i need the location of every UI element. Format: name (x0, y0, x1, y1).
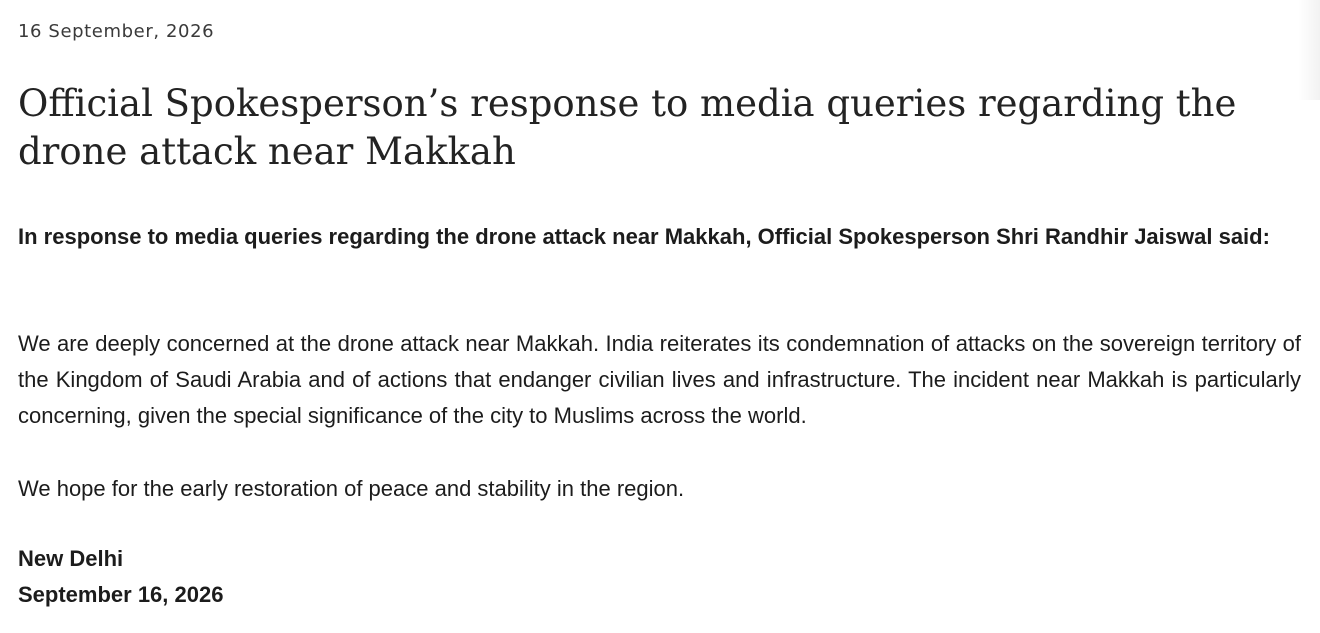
signoff-place: New Delhi (18, 546, 124, 571)
publish-date: 16 September, 2026 (18, 21, 215, 42)
signoff-block (18, 541, 223, 613)
body-paragraph: We are deeply concerned at the drone attack near Makkah. India reiterates its condemnation of attacks on the sovereign territory of the Kingdom of Saudi Arabia and of actions that endanger civilian lives and infrastructure. The incident near Makkah is particularly concerning, given the special significance of the city to Muslims across the world. (18, 331, 1301, 428)
edge-shadow (1298, 0, 1320, 100)
signoff-date: September 16, 2026 (18, 582, 224, 607)
lead-paragraph: In response to media queries regarding the drone attack near Makkah, Official Spokesperson Shri Randhir Jaiswal said: (18, 224, 1270, 249)
page-title: Official Spokesperson’s response to media queries regarding the drone attack near Makkah (18, 82, 1237, 173)
body-paragraph: We hope for the early restoration of peace and stability in the region. (18, 476, 685, 501)
